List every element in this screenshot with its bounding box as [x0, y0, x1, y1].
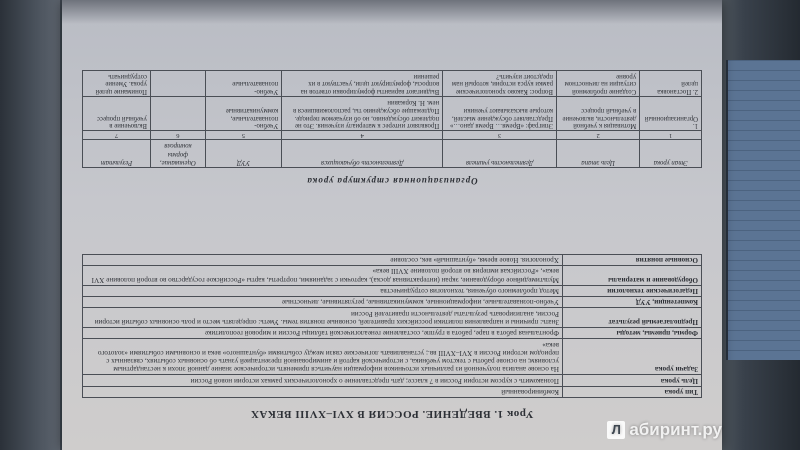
structure-title: Организационная структура урока [306, 176, 478, 186]
structure-cell: 2. Постановка целей [640, 70, 702, 96]
structure-cell: Эпиграф: «Время… Время дано…» Представляет обсуждение мыслей, которые высказывают ученики [443, 97, 557, 131]
lesson-structure-table [82, 70, 702, 168]
info-value: Метод проблемного обучения, технология сотрудничества [83, 285, 563, 296]
structure-cell: Понимание целей урока. Умение сотрудничать [83, 70, 151, 96]
structure-header-cell: УУД [205, 140, 281, 168]
info-value: Мультимедийное оборудование, экран (интерактивная доска), карточки с заданиями, портреты, карты «Российское государство во второй половине XVI века», «Российская империя во второй половине XVIII века» [83, 266, 563, 286]
info-row [83, 308, 702, 328]
structure-number-cell: 7 [83, 131, 151, 140]
structure-header-cell: Оценивание, формы контроля [151, 140, 206, 168]
structure-cell: Включение в учебный процесс [83, 97, 151, 131]
book-page [62, 0, 722, 450]
info-value: Знать: причины и направления политики российских правителей, основные понятия темы. Уметь: определять место и роль основных событий истории России, анализировать результаты деятельности правителей России [83, 308, 563, 328]
desk-left [0, 0, 60, 450]
info-value: На основе анализа полученной из различных источников информации научиться применять историческое знание данной эпохи к нестандартным условиям; на основе работы с текстом учебника, с исторической картой и анимированной презентацией узнать об основных событиях, связанных с периодом истории России в XVI–XVIII вв.; устанавливать логические связи между событиями «бунташного» века и основными событиями «золотого века» [83, 339, 563, 375]
lesson-info-table [82, 254, 702, 398]
notebook-stack [726, 60, 800, 360]
structure-header-cell: Этап урока [640, 140, 702, 168]
structure-cell: Создание проблемной ситуации на личностном уровне [556, 70, 639, 96]
info-key: Задачи урока [563, 339, 702, 375]
structure-cell [151, 97, 206, 131]
info-key: Предполагаемый результат [563, 308, 702, 328]
structure-header-cell: Деятельность учителя [443, 140, 557, 168]
structure-number-row [83, 131, 702, 140]
structure-number-cell: 1 [640, 131, 702, 140]
page-content-rotated [62, 0, 722, 450]
structure-number-cell: 6 [151, 131, 206, 140]
info-key: Цель урока [563, 375, 702, 386]
info-key: Оборудование и материалы [563, 266, 702, 286]
structure-cell: Учебно-познавательные, коммуникативные [205, 97, 281, 131]
structure-header-cell: Деятельность обучающихся [282, 140, 443, 168]
info-value: Познакомить с курсом истории России в 7 классе; дать представление о хронологических рамках истории новой России [83, 375, 563, 386]
info-value: Учебно-познавательные, информационные, коммуникативные, регулятивные, личностные [83, 297, 563, 308]
page-shadow [62, 0, 722, 24]
info-row [83, 339, 702, 375]
info-row [83, 386, 702, 397]
lesson-title: Урок 1. ВВЕДЕНИЕ. РОССИЯ В XVI–XVIII ВЕКАХ [250, 408, 534, 420]
info-value: Фронтальная работа в паре, работа в группе, составление генеалогической таблицы России и мировой геополитике [83, 327, 563, 338]
info-row [83, 375, 702, 386]
structure-header-cell: Цель этапа [556, 140, 639, 168]
info-key: Тип урока [563, 386, 702, 397]
watermark [607, 420, 722, 440]
structure-number-cell: 5 [205, 131, 281, 140]
info-key: Педагогические технологии [563, 285, 702, 296]
structure-number-cell: 4 [282, 131, 443, 140]
info-row [83, 254, 702, 265]
structure-cell: Мотивация к учебной деятельности, включение в учебный процесс [556, 97, 639, 131]
structure-cell: Выдвигают варианты формулировки ответов на вопросы, формулируют цели, участвуют в их решении [282, 70, 443, 96]
info-value: Хронология. Новое время, «бунташный» век, сословие [83, 254, 563, 265]
structure-cell: Учебно-познавательные [205, 70, 281, 96]
info-row [83, 327, 702, 338]
info-row [83, 297, 702, 308]
structure-number-cell: 2 [556, 131, 639, 140]
structure-cell: Вопрос: Каково хронологические рамки курса истории, который нам предстоит изучить? [443, 70, 557, 96]
info-row [83, 266, 702, 286]
structure-cell: 1. Организационный [640, 97, 702, 131]
structure-header-cell: Результат [83, 140, 151, 168]
info-key: Формы, приемы, методы [563, 327, 702, 338]
watermark-logo-icon: Л [607, 421, 625, 439]
structure-row [83, 70, 702, 96]
structure-header-row [83, 140, 702, 168]
info-value: Комбинированный [83, 386, 563, 397]
structure-row [83, 97, 702, 131]
info-key: Основные понятия [563, 254, 702, 265]
watermark-text: абиринт.ру [629, 420, 722, 439]
structure-cell [151, 70, 206, 96]
info-row [83, 285, 702, 296]
info-key: Компетенции, УУД [563, 297, 702, 308]
structure-number-cell: 3 [443, 131, 557, 140]
structure-cell: Проявляют интерес к материалу изучения. Это не подлежит обсуждению, но об изучаемом периоде. Подлежащие обсуждению ты, расположившиеся в нем. Н. Коржавин [282, 97, 443, 131]
desk-right [720, 0, 800, 450]
